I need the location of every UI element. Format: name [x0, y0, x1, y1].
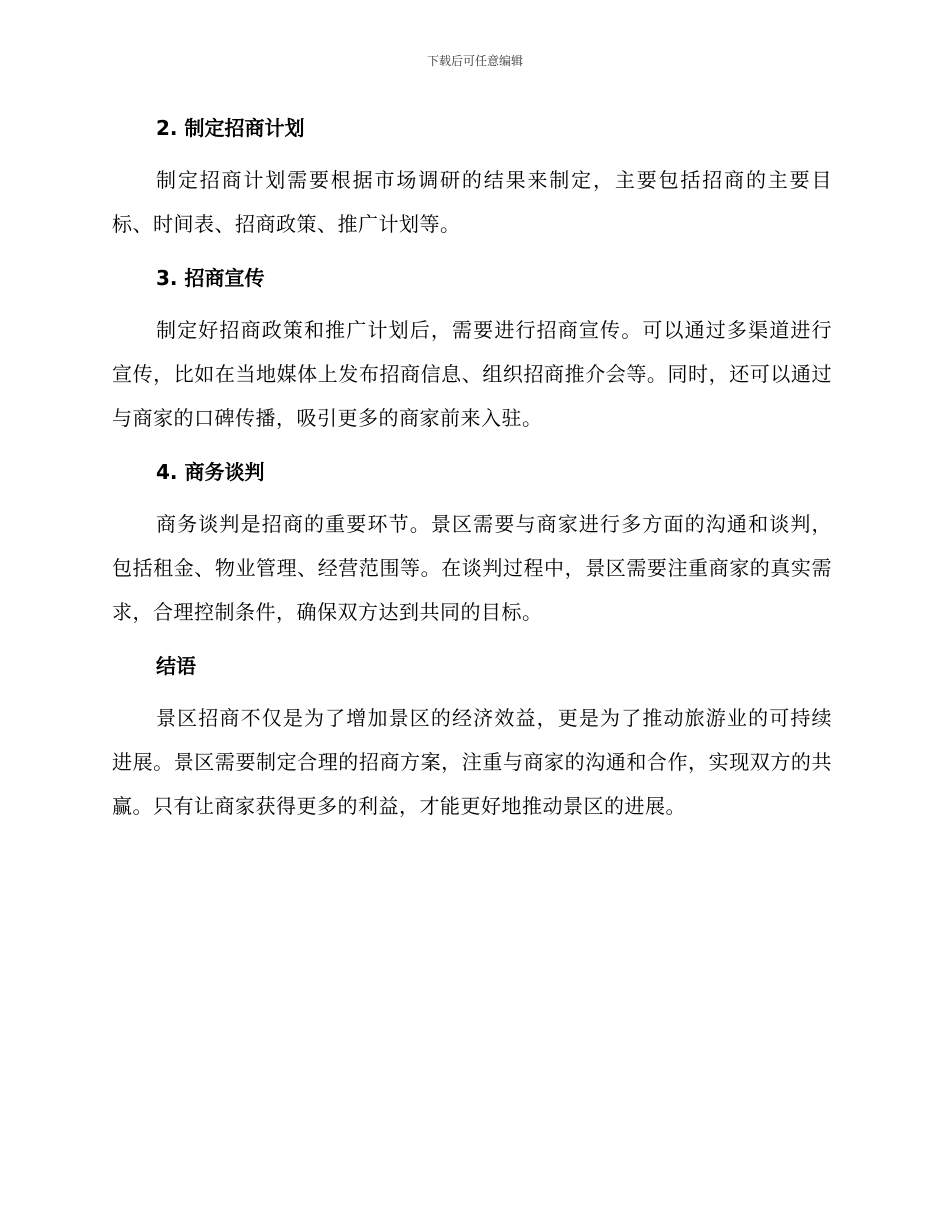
section-heading-plan: 2. 制定招商计划	[156, 116, 305, 140]
section-heading-promotion: 3. 招商宣传	[156, 266, 265, 290]
section-paragraph-promotion: 制定好招商政策和推广计划后，需要进行招商宣传。可以通过多渠道进行宣传，比如在当地媒体上发布招商信息、组织招商推介会等。同时，还可以通过与商家的口碑传播，吸引更多的商家前来入驻。	[112, 318, 832, 430]
section-paragraph-plan: 制定招商计划需要根据市场调研的结果来制定，主要包括招商的主要目标、时间表、招商政策、推广计划等。	[112, 168, 832, 236]
section-heading-conclusion: 结语	[156, 654, 196, 678]
section-paragraph-negotiation: 商务谈判是招商的重要环节。景区需要与商家进行多方面的沟通和谈判，包括租金、物业管理、经营范围等。在谈判过程中，景区需要注重商家的真实需求，合理控制条件，确保双方达到共同的目标。	[112, 512, 832, 624]
section-paragraph-conclusion: 景区招商不仅是为了增加景区的经济效益，更是为了推动旅游业的可持续进展。景区需要制定合理的招商方案，注重与商家的沟通和合作，实现双方的共赢。只有让商家获得更多的利益，才能更好地推动景区的进展。	[112, 706, 832, 818]
document-body	[112, 112, 832, 828]
page-header: 下载后可任意编辑	[426, 54, 523, 68]
section-heading-negotiation: 4. 商务谈判	[156, 460, 265, 484]
